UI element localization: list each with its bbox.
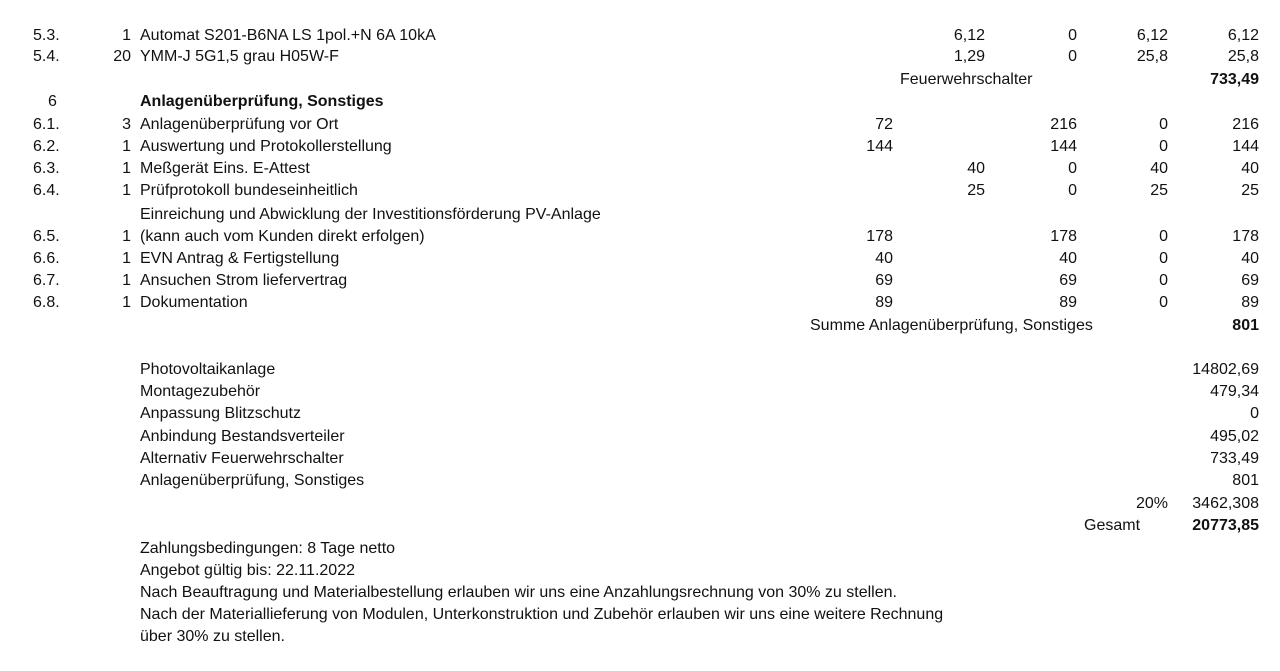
line-total: 40 (1241, 160, 1259, 177)
labor-amount: 69 (1059, 272, 1077, 289)
material-amount: 40 (1150, 160, 1168, 177)
hours-price: 40 (875, 250, 893, 267)
line-total: 144 (1232, 138, 1259, 155)
quantity: 1 (122, 182, 131, 199)
position-number: 6.6. (33, 250, 60, 267)
unit-price: 40 (967, 160, 985, 177)
section-subtotal-value: 733,49 (1210, 71, 1259, 88)
item-description: (kann auch vom Kunden direkt erfolgen) (140, 228, 425, 245)
section-subtotal-label: Feuerwehrschalter (900, 71, 1033, 88)
labor-amount: 216 (1050, 116, 1077, 133)
quantity: 1 (122, 138, 131, 155)
labor-amount: 0 (1068, 160, 1077, 177)
summary-value: 495,02 (1210, 428, 1259, 445)
summary-value: 733,49 (1210, 450, 1259, 467)
quantity: 1 (122, 27, 131, 44)
labor-amount: 40 (1059, 250, 1077, 267)
line-total: 6,12 (1227, 27, 1259, 44)
position-number: 6.5. (33, 228, 60, 245)
note-line: Nach Beauftragung und Materialbestellung erlauben wir uns eine Anzahlungsrechnung von 30% zu stellen. (140, 584, 897, 601)
total-amount: 20773,85 (1192, 517, 1259, 534)
line-total: 69 (1241, 272, 1259, 289)
payment-terms: Zahlungsbedingungen: 8 Tage netto (140, 540, 396, 557)
hours-price: 178 (866, 228, 893, 245)
quantity: 1 (122, 294, 131, 311)
material-amount: 0 (1159, 228, 1168, 245)
position-number: 5.4. (33, 48, 60, 65)
quantity: 1 (122, 272, 131, 289)
position-number: 6.3. (33, 160, 60, 177)
section-number: 6 (48, 93, 57, 110)
material-amount: 25,8 (1136, 48, 1168, 65)
summary-label: Anbindung Bestandsverteiler (140, 428, 345, 445)
line-total: 25,8 (1227, 48, 1259, 65)
line-total: 40 (1241, 250, 1259, 267)
hours-price: 72 (875, 116, 893, 133)
section-title: Anlagenüberprüfung, Sonstiges (140, 93, 384, 110)
material-amount: 0 (1159, 272, 1168, 289)
summary-label: Montagezubehör (140, 383, 261, 400)
position-number: 6.1. (33, 116, 60, 133)
item-description: Dokumentation (140, 294, 248, 311)
quantity: 1 (122, 250, 131, 267)
summary-value: 479,34 (1210, 383, 1259, 400)
material-amount: 6,12 (1136, 27, 1168, 44)
position-number: 6.4. (33, 182, 60, 199)
offer-validity: Angebot gültig bis: 22.11.2022 (140, 562, 355, 579)
material-amount: 0 (1159, 250, 1168, 267)
line-total: 178 (1232, 228, 1259, 245)
item-description: Meßgerät Eins. E-Attest (140, 160, 310, 177)
material-amount: 0 (1159, 294, 1168, 311)
quantity: 20 (113, 48, 131, 65)
unit-price: 25 (967, 182, 985, 199)
item-description: Ansuchen Strom liefervertrag (140, 272, 348, 289)
position-number: 6.8. (33, 294, 60, 311)
unit-price: 6,12 (953, 27, 985, 44)
item-description: Prüfprotokoll bundeseinheitlich (140, 182, 358, 199)
material-amount: 25 (1150, 182, 1168, 199)
item-description: Auswertung und Protokollerstellung (140, 138, 392, 155)
quantity: 1 (122, 160, 131, 177)
section-subtotal-label: Summe Anlagenüberprüfung, Sonstiges (810, 317, 1093, 334)
material-amount: 0 (1159, 116, 1168, 133)
item-description: Automat S201-B6NA LS 1pol.+N 6A 10kA (140, 27, 436, 44)
summary-label: Anpassung Blitzschutz (140, 405, 301, 422)
hours-price: 144 (866, 138, 893, 155)
summary-value: 0 (1250, 405, 1259, 422)
item-description: YMM-J 5G1,5 grau H05W-F (140, 48, 339, 65)
quantity: 1 (122, 228, 131, 245)
line-total: 89 (1241, 294, 1259, 311)
tax-rate: 20% (1135, 495, 1168, 512)
line-total: 216 (1232, 116, 1259, 133)
labor-amount: 178 (1050, 228, 1077, 245)
position-number: 6.7. (33, 272, 60, 289)
labor-amount: 0 (1068, 27, 1077, 44)
labor-amount: 0 (1068, 48, 1077, 65)
hours-price: 69 (875, 272, 893, 289)
position-number: 6.2. (33, 138, 60, 155)
line-total: 25 (1241, 182, 1259, 199)
section-subtotal-value: 801 (1232, 317, 1259, 334)
summary-label: Anlagenüberprüfung, Sonstiges (140, 472, 365, 489)
tax-amount: 3462,308 (1192, 495, 1259, 512)
position-number: 5.3. (33, 27, 60, 44)
labor-amount: 144 (1050, 138, 1077, 155)
summary-value: 801 (1232, 472, 1259, 489)
hours-price: 89 (875, 294, 893, 311)
note-line: Nach der Materiallieferung von Modulen, Unterkonstruktion und Zubehör erlauben wir uns eine weitere Rechnung (140, 606, 944, 623)
summary-value: 14802,69 (1192, 361, 1259, 378)
summary-label: Photovoltaikanlage (140, 361, 276, 378)
unit-price: 1,29 (953, 48, 985, 65)
item-description: Anlagenüberprüfung vor Ort (140, 116, 339, 133)
material-amount: 0 (1159, 138, 1168, 155)
quantity: 3 (122, 116, 131, 133)
summary-label: Alternativ Feuerwehrschalter (140, 450, 344, 467)
note-line: über 30% zu stellen. (140, 628, 285, 645)
total-label: Gesamt (1084, 517, 1141, 534)
item-description: Einreichung und Abwicklung der Investitionsförderung PV-Anlage (140, 206, 601, 223)
labor-amount: 0 (1068, 182, 1077, 199)
item-description: EVN Antrag & Fertigstellung (140, 250, 340, 267)
labor-amount: 89 (1059, 294, 1077, 311)
